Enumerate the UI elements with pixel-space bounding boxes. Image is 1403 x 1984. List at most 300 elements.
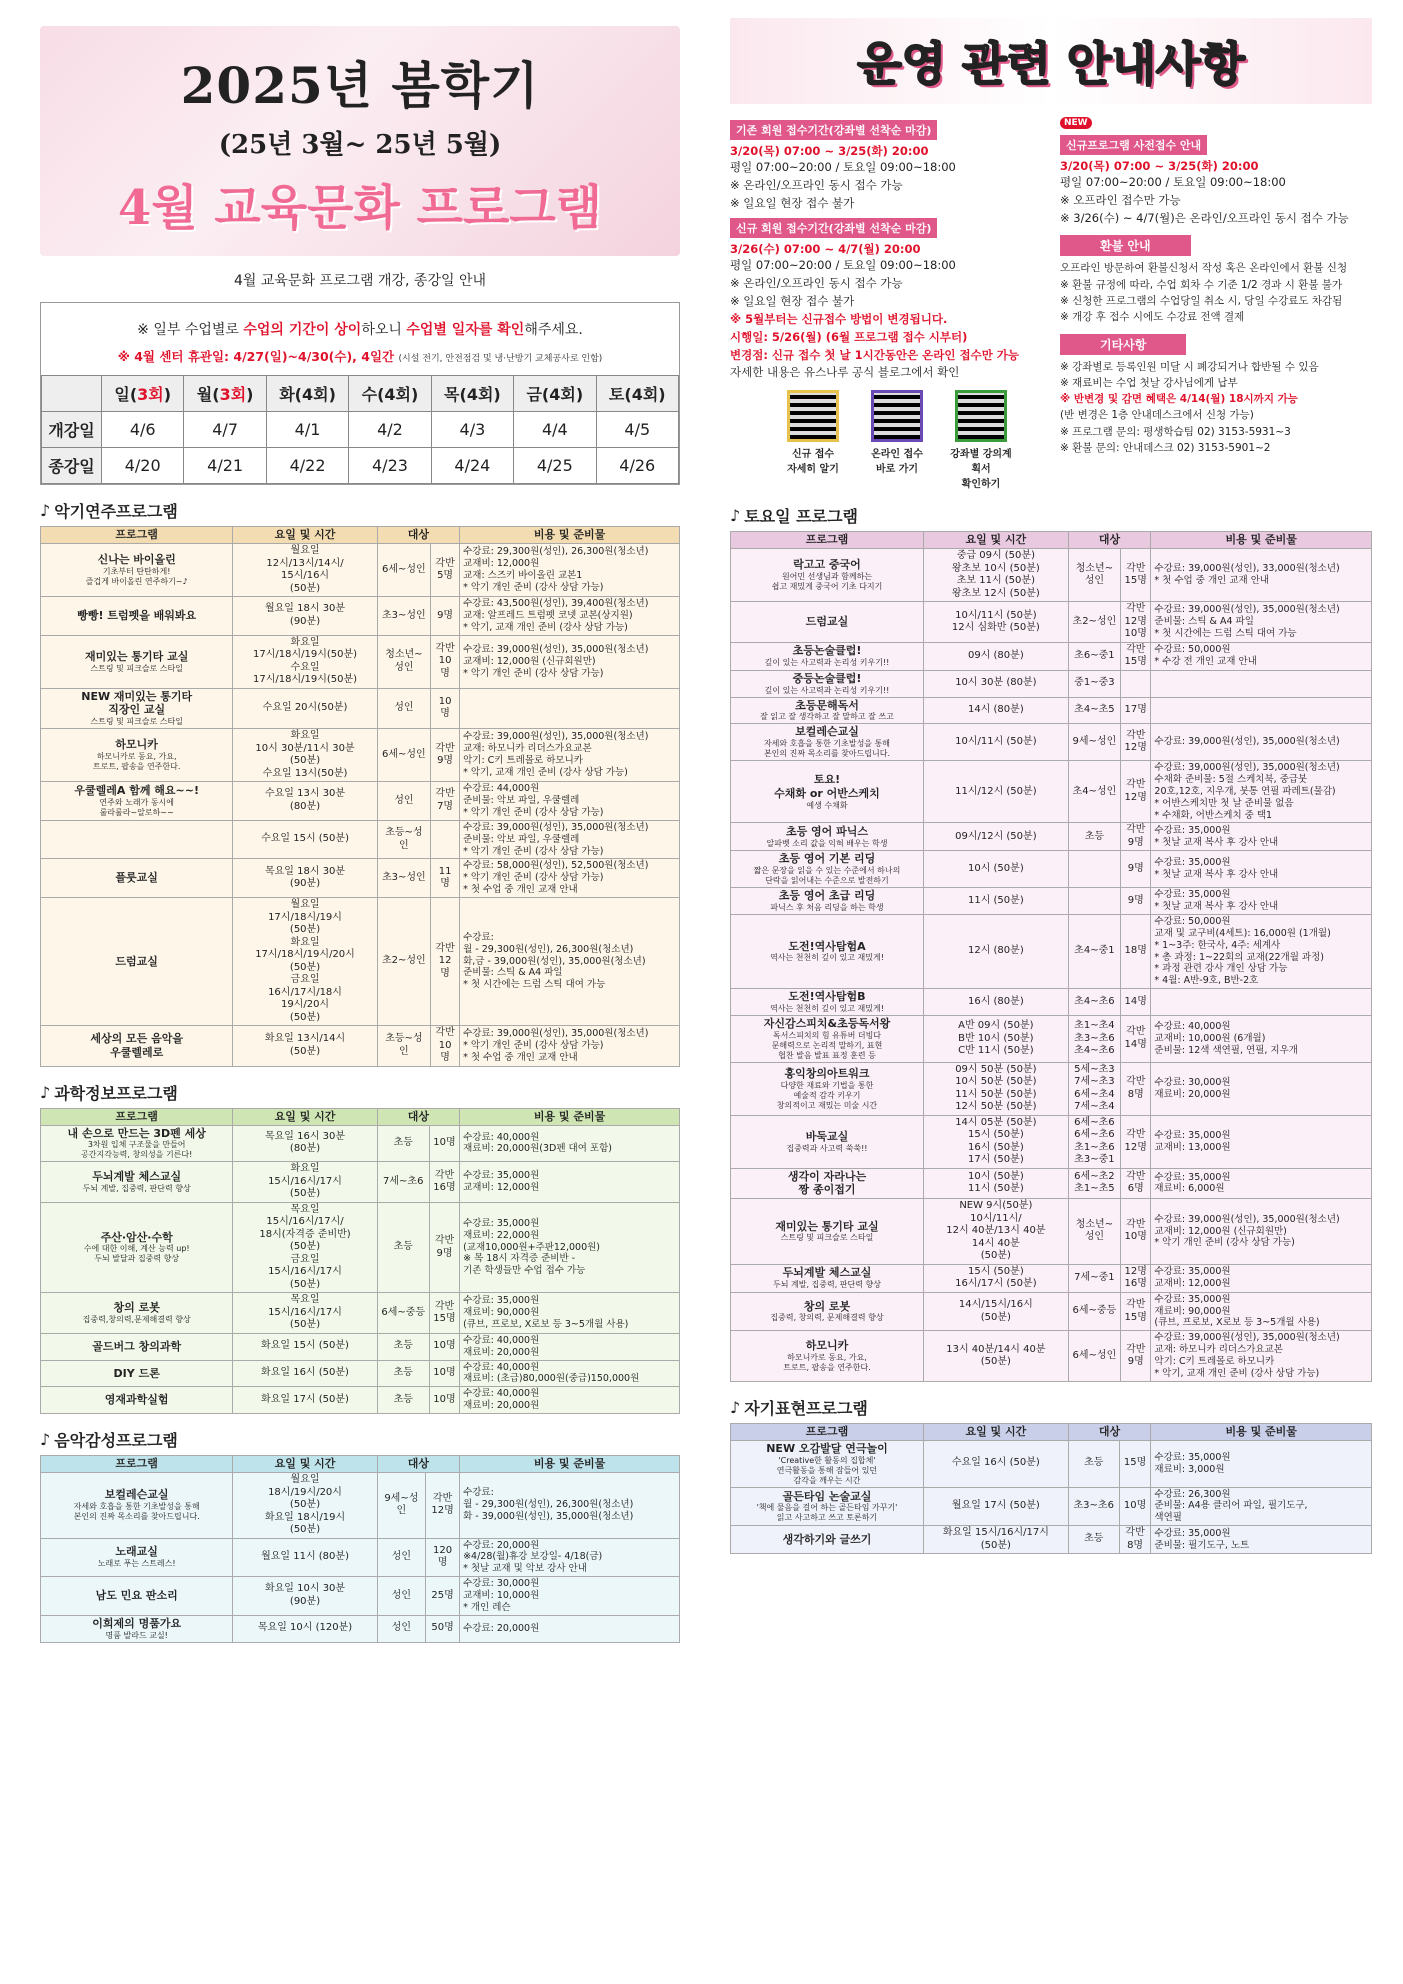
- section-icon: ♪: [730, 506, 741, 526]
- program-time: 월요일 12시/13시/14시/ 15시/16시 (50분): [233, 544, 377, 597]
- program-row: [731, 1331, 1372, 1382]
- program-time: 목요일 15시/16시/17시 (50분): [233, 1293, 377, 1334]
- program-time: 10시/11시 (50분): [923, 724, 1068, 761]
- program-capacity: 각반 15명: [429, 1293, 459, 1334]
- program-row: [731, 1199, 1372, 1265]
- program-capacity: 각반 9명: [429, 1202, 459, 1293]
- program-capacity: 각반 10명: [431, 635, 460, 688]
- program-row: [41, 688, 680, 729]
- program-name: DIY 드론: [41, 1360, 233, 1387]
- program-desc: 스트링 및 피크슬로 스타일: [90, 663, 183, 673]
- program-target: 5세~초3 7세~초3 6세~초4 7세~초4: [1068, 1062, 1120, 1115]
- program-name: 세상의 모든 음악을 우쿨렐레로: [41, 1026, 233, 1067]
- program-time: 화요일 10시 30분/11시 30분 (50분) 수요일 13시(50분): [233, 729, 377, 782]
- program-capacity: 각반 7명: [431, 782, 460, 821]
- program-name: 노래교실 노래로 푸는 스트레스!: [41, 1538, 233, 1577]
- program-row: [731, 1292, 1372, 1331]
- program-target: 초2~성인: [377, 898, 430, 1026]
- section-title: 토요일 프로그램: [744, 507, 858, 527]
- program-capacity: 각반 12명: [1121, 724, 1151, 761]
- program-name: 락고고 중국어 원어민 선생님과 함께하는 쉽고 재밌게 중국어 기초 다지기: [731, 549, 924, 602]
- exist-tag: 기존 회원 접수기간(강좌별 선착순 마감): [730, 120, 937, 140]
- program-target: 초4~중1: [1068, 914, 1120, 988]
- program-name: 초등 영어 기본 리딩 짧은 문장을 읽을 수 있는 수준에서 하나의 단락을 읽어내는 수준으로 발전하기: [731, 851, 924, 888]
- program-name: 창의 로봇 집중력, 창의력, 문제해결력 향상: [731, 1292, 924, 1331]
- program-target: 6세~성인: [377, 544, 430, 597]
- program-target: 초1~초4 초3~초6 초4~초6: [1068, 1015, 1120, 1062]
- program-time: 월요일 11시 (80분): [233, 1538, 377, 1577]
- program-capacity: 각반 5명: [431, 544, 460, 597]
- program-capacity: [431, 820, 460, 859]
- program-time: 중급 09시 (50분) 왕초보 10시 (50분) 초보 11시 (50분) 왕초보 12시 (50분): [923, 549, 1068, 602]
- program-fee: 수강료: 39,000원(성인), 33,000원(청소년) * 첫 수업 중 개인 교재 안내: [1151, 549, 1372, 602]
- day-header: 토(4회): [596, 376, 678, 412]
- schedule-head: [42, 376, 679, 412]
- date-cell: 4/7: [184, 412, 266, 448]
- etc-red-note: (반 변경은 1층 안내데스크에서 신청 가능): [1060, 409, 1254, 422]
- new-line: ※ 일요일 현장 접수 불가: [730, 294, 855, 309]
- program-name: 하모니카 하모니카로 동요, 가요, 트로트, 팝송을 연주한다.: [731, 1331, 924, 1382]
- qr-code[interactable]: [780, 390, 846, 490]
- pre-tag: 신규프로그램 사전접수 안내: [1060, 135, 1207, 155]
- program-row: [41, 597, 680, 636]
- program-fee: [1151, 670, 1372, 697]
- program-capacity: [1121, 670, 1151, 697]
- col-header: 프로그램: [731, 1423, 924, 1440]
- program-target: 6세~성인: [1068, 1331, 1120, 1382]
- change-line: ※ 5월부터는 신규접수 방법이 변경됩니다.: [730, 311, 948, 326]
- program-fee: 수강료: 39,000원(성인), 35,000원(청소년) 교재: 하모니카 리더스가요교본 악기: C키 트레몰로 하모니카 * 악기, 교재 개인 준비 (강사 상담 가능): [1151, 1331, 1372, 1382]
- program-capacity: 각반 15명: [1121, 1292, 1151, 1331]
- program-name: 보컬레슨교실 자세와 호흡을 통한 기초발성을 통해 본인의 진짜 목소리를 찾아드립니다.: [731, 724, 924, 761]
- program-target: 청소년~ 성인: [1068, 549, 1120, 602]
- col-header: 요일 및 시간: [233, 527, 377, 544]
- program-desc: 짧은 문장을 읽을 수 있는 수준에서 하나의 단락을 읽어내는 수준으로 발전하기: [753, 866, 901, 886]
- section-title-saturday: [730, 504, 1372, 527]
- etc-line: ※ 재료비는 수업 첫날 강사님에게 납부: [1060, 376, 1238, 389]
- refund-line: ※ 개강 후 접수 시에도 수강료 전액 결제: [1060, 311, 1245, 324]
- program-fee: [460, 688, 680, 729]
- program-capacity: 각반 9명: [1121, 823, 1151, 851]
- program-time: 화요일 16시 (50분): [233, 1360, 377, 1387]
- program-target: 초4~초6: [1068, 989, 1120, 1016]
- program-time: 10시 (50분): [923, 851, 1068, 888]
- program-capacity: 각반 10명: [1121, 1199, 1151, 1265]
- date-cell: 4/26: [596, 448, 678, 484]
- program-desc: 연주와 노래가 동시에 룰라룰라~알로하~~: [99, 797, 174, 817]
- col-header: 대상: [1068, 532, 1151, 549]
- col-header: 요일 및 시간: [923, 532, 1068, 549]
- banner-program: 4월 교육문화 프로그램: [117, 180, 603, 236]
- qr-code[interactable]: [864, 390, 930, 490]
- program-row: [731, 989, 1372, 1016]
- program-capacity: 17명: [1121, 697, 1151, 724]
- contact-line: ※ 프로그램 문의: 평생학습팀 02) 3153-5931~3: [1060, 425, 1291, 438]
- date-cell: 4/22: [266, 448, 348, 484]
- program-capacity: 각반 8명: [1121, 1062, 1151, 1115]
- program-name: 두뇌계발 체스교실 두뇌 계발, 집중력, 판단력 향상: [731, 1264, 924, 1292]
- section-title: 음악감성프로그램: [54, 1431, 178, 1450]
- program-desc: 스트링 및 피크슬로 스타일: [90, 717, 183, 727]
- day-header: 화(4회): [266, 376, 348, 412]
- program-fee: 수강료: 30,000원 재료비: 20,000원: [1151, 1062, 1372, 1115]
- program-fee: [1151, 697, 1372, 724]
- schedule-table: [41, 375, 679, 484]
- program-capacity: 각반 12명: [1121, 761, 1151, 823]
- program-fee: 수강료: 39,000원(성인), 35,000원(청소년) 준비물: 스틱 & A4 파일 * 첫 시간에는 드럼 스틱 대여 가능: [1151, 602, 1372, 643]
- schedule-notice: [40, 302, 680, 485]
- program-row: [731, 1264, 1372, 1292]
- exist-line: ※ 일요일 현장 접수 불가: [730, 195, 855, 210]
- program-name: 창의 로봇 집중력,창의력,문제해결력 향상: [41, 1293, 233, 1334]
- program-capacity: 각반 14명: [1121, 1015, 1151, 1062]
- date-cell: 4/5: [596, 412, 678, 448]
- program-capacity: 각반 15명: [1121, 642, 1151, 670]
- day-count: 4회: [466, 385, 494, 404]
- section-icon: ♪: [40, 1430, 51, 1449]
- program-target: 성인: [377, 1577, 425, 1616]
- qr-image: [871, 390, 923, 442]
- program-row: [41, 1387, 680, 1414]
- program-time: 월요일 17시 (50분): [923, 1487, 1068, 1526]
- program-fee: 수강료: 40,000원 재료비: 20,000원: [460, 1387, 680, 1414]
- program-fee: 수강료: 29,300원(성인), 26,300원(청소년) 교재비: 12,000원 교재: 스즈키 바이올린 교본1 * 악기 개인 준비 (강사 상담 가능): [460, 544, 680, 597]
- program-name: 초등 영어 파닉스 알파벳 소리 값을 익혀 배우는 학생: [731, 823, 924, 851]
- col-header: 요일 및 시간: [233, 1108, 377, 1125]
- program-fee: 수강료: 35,000원 교재비: 13,000원: [1151, 1115, 1372, 1168]
- program-time: 수요일 20시(50분): [233, 688, 377, 729]
- left-column: [40, 0, 680, 1643]
- program-target: 초4~초5: [1068, 697, 1120, 724]
- program-row: [731, 851, 1372, 888]
- program-time: 화요일 15시/16시/17시 (50분): [923, 1526, 1068, 1554]
- program-capacity: 120명: [426, 1538, 460, 1577]
- program-row: [41, 544, 680, 597]
- program-table-science: [40, 1108, 680, 1415]
- contact-line: ※ 환불 문의: 안내데스크 02) 3153-5901~2: [1060, 441, 1271, 454]
- program-name: 생각이 자라나는 짱 종이접기: [731, 1168, 924, 1199]
- program-table-sensory: [40, 1455, 680, 1643]
- program-fee: 수강료: 35,000원 재료비: 90,000원 (큐브, 프로보, X로보 등 3~5개월 사용): [460, 1293, 680, 1334]
- row-label: 종강일: [42, 448, 102, 484]
- section-title-sensory: [40, 1428, 680, 1451]
- program-row: [731, 914, 1372, 988]
- program-time: 수요일 13시 30분 (80분): [233, 782, 377, 821]
- program-row: [731, 1115, 1372, 1168]
- day-count: 4회: [301, 385, 329, 404]
- program-target: 초3~성인: [377, 597, 430, 636]
- program-row: [41, 1162, 680, 1203]
- program-name: 주산·암산·수학 수에 대한 이해, 계산 능력 up! 두뇌 발달과 집중력 향상: [41, 1202, 233, 1293]
- program-name: 플룻교실: [41, 859, 233, 898]
- qr-image: [955, 390, 1007, 442]
- qr-label: 강좌별 강의계획서 확인하기: [950, 449, 1012, 491]
- program-time: 목요일 18시 30분 (90분): [233, 859, 377, 898]
- program-name: NEW 재미있는 통기타 직장인 교실 스트링 및 피크슬로 스타일: [41, 688, 233, 729]
- program-target: 청소년~ 성인: [377, 635, 430, 688]
- program-name: 드럼교실: [731, 602, 924, 643]
- program-fee: 수강료: 39,000원(성인), 35,000원(청소년) 교재: 하모니카 리더스가요교본 악기: C키 트레몰로 하모니카 * 악기, 교재 개인 준비 (강사 상담 가능): [460, 729, 680, 782]
- program-row: [41, 729, 680, 782]
- program-desc: 3차원 입체 구조물을 만들어 공간지각능력, 창의성을 기른다!: [81, 1140, 193, 1160]
- program-capacity: 25명: [426, 1577, 460, 1616]
- program-target: 초4~성인: [1068, 761, 1120, 823]
- program-name: 두뇌계발 체스교실 두뇌 계발, 집중력, 판단력 향상: [41, 1162, 233, 1203]
- col-header: 대상: [377, 1108, 459, 1125]
- program-fee: 수강료: 30,000원 교재비: 10,000원 * 개인 레슨: [460, 1577, 680, 1616]
- program-target: 초등: [377, 1387, 429, 1414]
- col-header: 비용 및 준비물: [460, 1108, 680, 1125]
- section-icon: ♪: [730, 1397, 741, 1417]
- program-name: 남도 민요 판소리: [41, 1577, 233, 1616]
- program-desc: 노래로 푸는 스트레스!: [97, 1559, 176, 1569]
- program-fee: 수강료: 44,000원 준비물: 악보 파일, 우쿨렐레 * 악기 개인 준비 (강사 상담 가능): [460, 782, 680, 821]
- program-name: 홍익창의아트워크 다양한 재료와 기법을 통한 예술적 감각 키우기 창의적이고 재밌는 미술 시간: [731, 1062, 924, 1115]
- etc-tag: 기타사항: [1060, 334, 1186, 355]
- refund-line: 오프라인 방문하여 환불신청서 작성 혹은 온라인에서 환불 신청: [1060, 262, 1348, 275]
- program-table-express: [730, 1423, 1372, 1554]
- program-target: 성인: [377, 688, 430, 729]
- program-time: 월요일 17시/18시/19시 (50분) 화요일 17시/18시/19시/20시 (50분) 금요일 16시/17시/18시 19시/20시 (50분): [233, 898, 377, 1026]
- program-name: 골든타임 논술교실 '책에 물음을 걸어 하는 골든타임 가꾸기' 읽고 사고하고 쓰고 토론하기: [731, 1487, 924, 1526]
- program-name: 내 손으로 만드는 3D펜 세상 3차원 입체 구조물을 만들어 공간지각능력, 창의성을 기른다!: [41, 1125, 233, 1162]
- program-desc: 파닉스 후 처음 리딩을 하는 학생: [770, 902, 884, 912]
- program-time: 10시 30분 (80분): [923, 670, 1068, 697]
- program-name: 토요! 수채화 or 어반스케치 예생 수채화: [731, 761, 924, 823]
- col-header: 요일 및 시간: [923, 1423, 1068, 1440]
- day-header: 금(4회): [514, 376, 596, 412]
- section-title: 과학정보프로그램: [54, 1083, 178, 1103]
- program-row: [41, 1615, 680, 1642]
- program-desc: 집중력,창의력,문제해결력 향상: [82, 1314, 191, 1324]
- closed-notice: ※ 4월 센터 휴관일: 4/27(일)~4/30(수), 4일간 (시설 전기, 안전점검 및 냉·난방기 교체공사로 인함): [117, 349, 603, 364]
- program-row: [41, 1538, 680, 1577]
- ops-title: 운영 관련 안내사항: [730, 18, 1372, 104]
- program-target: 초등: [1068, 1440, 1119, 1487]
- program-time: 14시 05분 (50분) 15시 (50분) 16시 (50분) 17시 (50분): [923, 1115, 1068, 1168]
- day-header: 목(4회): [431, 376, 513, 412]
- program-capacity: 9명: [1121, 851, 1151, 888]
- program-desc: '책에 물음을 걸어 하는 골든타임 가꾸기' 읽고 사고하고 쓰고 토론하기: [756, 1503, 898, 1523]
- program-time: 목요일 15시/16시/17시/ 18시(자격증 준비반) (50분) 금요일 15시/16시/17시 (50분): [233, 1202, 377, 1293]
- program-row: [731, 697, 1372, 724]
- table-header: [41, 1456, 680, 1473]
- program-fee: 수강료: 35,000원 재료비: 90,000원 (큐브, 프로보, X로보 등 3~5개월 사용): [1151, 1292, 1372, 1331]
- date-cell: 4/4: [514, 412, 596, 448]
- program-time: 13시 40분/14시 40분 (50분): [923, 1331, 1068, 1382]
- program-row: [731, 1168, 1372, 1199]
- program-desc: 자세와 호흡을 통한 기초발성을 통해 본인의 진짜 목소리를 찾아드립니다.: [763, 739, 891, 759]
- program-row: [41, 820, 680, 859]
- day-count: 3회: [219, 385, 247, 404]
- program-desc: 하모니카로 동요, 가요, 트로트, 팝송을 연주한다.: [92, 752, 181, 771]
- table-header: [41, 1108, 680, 1125]
- program-desc: 스트링 및 피크슬로 스타일: [780, 1233, 874, 1243]
- program-time: 목요일 16시 30분 (80분): [233, 1125, 377, 1162]
- program-fee: 수강료: 43,500원(성인), 39,400원(청소년) 교재: 알프레드 트럼펫 코넷 교본(상지원) * 악기, 교재 개인 준비 (강사 상담 가능): [460, 597, 680, 636]
- program-time: 09시 50분 (50분) 10시 50분 (50분) 11시 50분 (50분) 12시 50분 (50분): [923, 1062, 1068, 1115]
- program-row: [731, 1015, 1372, 1062]
- program-target: 초등~성인: [377, 1026, 430, 1067]
- program-time: 10시/11시 (50분) 12시 심화반 (50분): [923, 602, 1068, 643]
- program-name: 빵빵! 트럼펫을 배워봐요: [41, 597, 233, 636]
- date-cell: 4/2: [349, 412, 431, 448]
- exist-date: 3/20(목) 07:00 ~ 3/25(화) 20:00: [730, 144, 929, 158]
- program-capacity: 12명 16명: [1121, 1264, 1151, 1292]
- pre-date: 3/20(목) 07:00 ~ 3/25(화) 20:00: [1060, 159, 1259, 173]
- qr-image: [787, 390, 839, 442]
- program-name: 재미있는 통기타 교실 스트링 및 피크슬로 스타일: [41, 635, 233, 688]
- program-target: 초등: [377, 1333, 429, 1360]
- date-cell: 4/25: [514, 448, 596, 484]
- program-desc: 알파벳 소리 값을 익혀 배우는 학생: [766, 838, 888, 848]
- program-fee: 수강료: 39,000원(성인), 35,000원(청소년) * 악기 개인 준비 (강사 상담 가능) * 첫 수업 중 개인 교재 안내: [460, 1026, 680, 1067]
- col-header: 대상: [1068, 1423, 1151, 1440]
- program-target: 청소년~ 성인: [1068, 1199, 1120, 1265]
- program-fee: 수강료: 40,000원 교재비: 10,000원 (6개월) 준비물: 12색 색연필, 연필, 지우개: [1151, 1015, 1372, 1062]
- program-name: 하모니카 하모니카로 동요, 가요, 트로트, 팝송을 연주한다.: [41, 729, 233, 782]
- program-name: 중등논술클럽! 깊이 있는 사고력과 논리성 키우기!!: [731, 670, 924, 697]
- pre-line: ※ 3/26(수) ~ 4/7(월)은 온라인/오프라인 동시 접수 가능: [1060, 210, 1349, 225]
- program-name: 영재과학실험: [41, 1387, 233, 1414]
- program-row: [41, 1293, 680, 1334]
- program-capacity: 10명: [429, 1387, 459, 1414]
- program-fee: 수강료: 40,000원 재료비: 20,000원: [460, 1333, 680, 1360]
- program-capacity: 각반 12명: [431, 898, 460, 1026]
- change-line: 변경점: 신규 접수 첫 날 1시간동안은 온라인 접수만 가능: [730, 347, 1020, 362]
- blog-note: 자세한 내용은 유스나루 공식 블로그에서 확인: [730, 365, 960, 380]
- col-header: 비용 및 준비물: [460, 1456, 680, 1473]
- program-target: 성인: [377, 1538, 425, 1577]
- program-target: 7세~중1: [1068, 1264, 1120, 1292]
- program-time: 화요일 15시 (50분): [233, 1333, 377, 1360]
- program-capacity: 10명: [429, 1333, 459, 1360]
- refund-tag: 환불 안내: [1060, 235, 1191, 256]
- program-row: [731, 602, 1372, 643]
- program-row: [731, 1440, 1372, 1487]
- new-line: 평일 07:00~20:00 / 토요일 09:00~18:00: [730, 258, 956, 273]
- new-date: 3/26(수) 07:00 ~ 4/7(월) 20:00: [730, 242, 921, 257]
- program-capacity: 각반 9명: [431, 729, 460, 782]
- program-time: 15시 (50분) 16시/17시 (50분): [923, 1264, 1068, 1292]
- program-fee: 수강료: 35,000원 재료비: 22,000원 (교재10,000원+주판12,000원) ※ 목 18시 자격증 준비반 - 기존 학생들만 수업 접수 가능: [460, 1202, 680, 1293]
- col-header: 프로그램: [41, 1108, 233, 1125]
- program-target: 초3~초6: [1068, 1487, 1119, 1526]
- program-capacity: 14명: [1121, 989, 1151, 1016]
- program-row: [41, 1360, 680, 1387]
- program-desc: 'Creative한 활동의 집합체' 연극활동을 통해 잠들어 있던 감각을 깨우는 시간: [776, 1455, 878, 1485]
- section-title-music: [40, 499, 680, 522]
- program-row: [41, 635, 680, 688]
- program-target: 9세~성인: [377, 1473, 425, 1539]
- program-name: 바둑교실 집중력과 사고력 쑥쑥!!: [731, 1115, 924, 1168]
- program-capacity: 각반 15명: [1121, 549, 1151, 602]
- program-time: 수요일 16시 (50분): [923, 1440, 1068, 1487]
- program-time: 월요일 18시/19시/20시 (50분) 화요일 18시/19시 (50분): [233, 1473, 377, 1539]
- schedule-row: [42, 448, 679, 484]
- program-target: 초등: [377, 1125, 429, 1162]
- program-row: [41, 898, 680, 1026]
- program-name: 초등 영어 초급 리딩 파닉스 후 처음 리딩을 하는 학생: [731, 888, 924, 915]
- program-time: 16시 (80분): [923, 989, 1068, 1016]
- program-target: 6세~중등: [377, 1293, 429, 1334]
- program-capacity: 9명: [431, 597, 460, 636]
- qr-code[interactable]: [948, 390, 1014, 490]
- day-header: 수(4회): [349, 376, 431, 412]
- program-fee: 수강료: 35,000원 재료비: 3,000원: [1151, 1440, 1372, 1487]
- program-target: 6세~중등: [1068, 1292, 1120, 1331]
- program-time: 11시 (50분): [923, 888, 1068, 915]
- program-desc: 기초부터 탄탄하게! 즐겁게 바이올린 연주하기~♪: [85, 566, 188, 586]
- program-row: [41, 859, 680, 898]
- program-time: 09시 (80분): [923, 642, 1068, 670]
- program-desc: 깊이 있는 사고력과 논리성 키우기!!: [764, 658, 890, 668]
- program-capacity: 각반 12명 10명: [1121, 602, 1151, 643]
- program-target: 초3~성인: [377, 859, 430, 898]
- program-capacity: 각반 10명: [431, 1026, 460, 1067]
- program-target: 9세~성인: [1068, 724, 1120, 761]
- program-fee: 수강료: 35,000원 * 첫날 교재 복사 후 강사 안내: [1151, 888, 1372, 915]
- program-desc: 집중력과 사고력 쑥쑥!!: [786, 1143, 868, 1153]
- program-fee: 수강료: 월 - 29,300원(성인), 26,300원(청소년) 화,금 - 39,000원(성인), 35,000원(청소년) 준비물: 스틱 & A4 파일 * 첫 시간에는 드럼 스틱 대여 가능: [460, 898, 680, 1026]
- program-fee: 수강료: 39,000원(성인), 35,000원(청소년) 수채화 준비물: 5절 스케치북, 중급붓 20호,12호, 지우개, 붓통 연필 파레트(물감) * 어반스케치만 첫 날 준비물 없음 * 수채화, 어반스케치 중 택1: [1151, 761, 1372, 823]
- program-desc: 명품 발라드 교실!: [105, 1630, 168, 1640]
- new-line: ※ 온라인/오프라인 동시 접수 가능: [730, 276, 903, 291]
- program-row: [731, 670, 1372, 697]
- program-table-saturday: [730, 531, 1372, 1382]
- date-cell: 4/20: [102, 448, 184, 484]
- change-line: 시행일: 5/26(월) (6월 프로그램 접수 시부터): [730, 329, 968, 344]
- program-time: 09시/12시 (50분): [923, 823, 1068, 851]
- program-row: [731, 1487, 1372, 1526]
- schedule-row: [42, 412, 679, 448]
- program-name: NEW 오감발달 연극놀이 'Creative한 활동의 집합체' 연극활동을 통해 잠들어 있던 감각을 깨우는 시간: [731, 1440, 924, 1487]
- program-capacity: 50명: [426, 1615, 460, 1642]
- new-badge: NEW: [1060, 117, 1092, 129]
- date-cell: 4/1: [266, 412, 348, 448]
- program-time: 14시/15시/16시 (50분): [923, 1292, 1068, 1331]
- program-time: 화요일 10시 30분 (90분): [233, 1577, 377, 1616]
- ops-section: [730, 114, 1372, 490]
- program-capacity: 각반 16명: [429, 1162, 459, 1203]
- program-target: 중1~중3: [1068, 670, 1120, 697]
- etc-line: ※ 강좌별로 등록인원 미달 시 폐강되거나 합반될 수 있음: [1060, 360, 1319, 373]
- program-fee: [1151, 989, 1372, 1016]
- program-fee: 수강료: 40,000원 재료비: (초급)80,000원(중급)150,000원: [460, 1360, 680, 1387]
- program-row: [731, 823, 1372, 851]
- program-desc: 원어민 선생님과 함께하는 쉽고 재밌게 중국어 기초 다지기: [771, 572, 883, 592]
- program-desc: 독서스피치의 힘 유튜버 더빙다 문해력으로 논리적 말하기, 표현 협찬 발음 발표 표정 훈련 등: [771, 1030, 883, 1060]
- date-cell: 4/21: [184, 448, 266, 484]
- banner-period: (25년 3월~ 25년 5월): [218, 130, 502, 160]
- program-desc: 하모니카로 동요, 가요, 트로트, 팝송을 연주한다.: [783, 1352, 871, 1372]
- section-icon: ♪: [40, 501, 51, 520]
- program-row: [41, 782, 680, 821]
- program-target: 초등~성인: [377, 820, 430, 859]
- program-fee: 수강료: 월 - 29,300원(성인), 26,300원(청소년) 화 - 39,000원(성인), 35,000원(청소년): [460, 1473, 680, 1539]
- col-header: 요일 및 시간: [233, 1456, 377, 1473]
- program-desc: 두뇌 계발, 집중력, 판단력 향상: [82, 1183, 191, 1193]
- date-cell: 4/23: [349, 448, 431, 484]
- table-header: [731, 1423, 1372, 1440]
- program-target: 초6~중1: [1068, 642, 1120, 670]
- program-time: 화요일 15시/16시/17시 (50분): [233, 1162, 377, 1203]
- program-time: NEW 9시(50분) 10시/11시/ 12시 40분/13시 40분 14시 40분 (50분): [923, 1199, 1068, 1265]
- program-row: [41, 1473, 680, 1539]
- program-name: 우쿨렐레A 함께 해요~~! 연주와 노래가 동시에 룰라룰라~알로하~~: [41, 782, 233, 821]
- program-fee: 수강료: 58,000원(성인), 52,500원(청소년) * 악기 개인 준비 (강사 상담 가능) * 첫 수업 중 개인 교재 안내: [460, 859, 680, 898]
- program-desc: 집중력, 창의력, 문제해결력 향상: [770, 1313, 884, 1323]
